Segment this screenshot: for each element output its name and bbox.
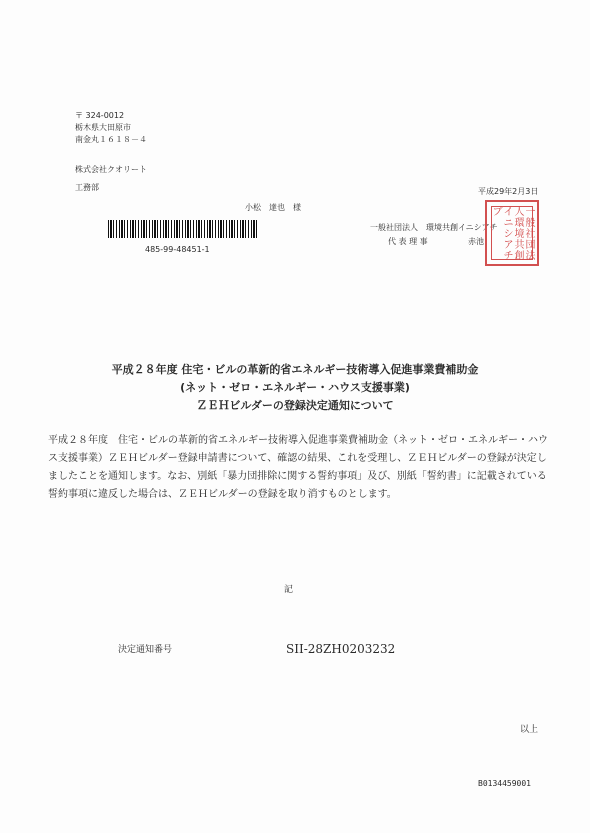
postal-barcode [108,220,258,238]
notice-number-value: SII-28ZH0203232 [286,642,396,656]
seal-character: 境 [514,229,525,240]
seal-character: 一 [525,207,536,218]
seal-character: チ [503,251,514,262]
barcode-number: 485-99-48451-1 [145,245,210,254]
recipient-department: 工務部 [75,183,99,192]
document-code: B0134459001 [478,779,531,788]
recipient-company: 株式会社クオリート [75,165,147,174]
seal-character: ア [503,240,514,251]
title-line-1: 平成２８年度 住宅・ビルの革新的省エネルギー技術導入促進事業費補助金 [111,363,479,376]
address-line-1: 栃木県大田原市 [75,123,131,132]
notice-number-label: 決定通知番号 [118,645,173,655]
seal-character: 団 [525,240,536,251]
seal-character: シ [503,229,514,240]
issue-date: 平成29年2月3日 [478,187,539,196]
seal-character: 環 [514,218,525,229]
seal-character: イ [503,207,514,218]
title-line-3: ＺＥＨビルダーの登録決定通知について [196,399,394,412]
body-paragraph: 平成２８年度 住宅・ビルの革新的省エネルギー技術導入促進事業費補助金（ネット・ゼロ・エネルギー・ハウス支援事業）ＺＥＨビルダー登録申請書について、確認の結果、これを受理し、ＺＥＨビルダーの登録が決定しましたことを通知します。なお、別紙「暴力団排除に関する誓約事項」及び、別紙「誓約書」に記載されている誓約事項に違反した場合は、ＺＥＨビルダーの登録を取り消すものとします。 [48,435,548,500]
postal-code: 〒 324-0012 [75,111,125,120]
address-line-2: 南金丸１６１８－４ [75,135,147,144]
title-line-2: (ネット・ゼロ・エネルギー・ハウス支援事業) [180,381,410,394]
sender-name: 赤池 [468,237,484,246]
seal-character: ニ [503,218,514,229]
sender-title: 代 表 理 事 [388,237,428,246]
seal-character: 般 [525,218,536,229]
seal-character: 共 [514,240,525,251]
seal-character: 法 [525,251,536,262]
ijou-closing: 以上 [520,725,539,735]
official-seal-stamp [485,200,539,266]
seal-character: 社 [525,229,536,240]
sender-organization: 一般社団法人 環境共創イニシアチ [370,223,498,232]
ki-marker: 記 [284,585,294,595]
recipient-name: 小松 達也 様 [245,203,301,212]
seal-character: 人 [514,207,525,218]
seal-character: 創 [514,251,525,262]
seal-character: ブ [492,207,503,218]
